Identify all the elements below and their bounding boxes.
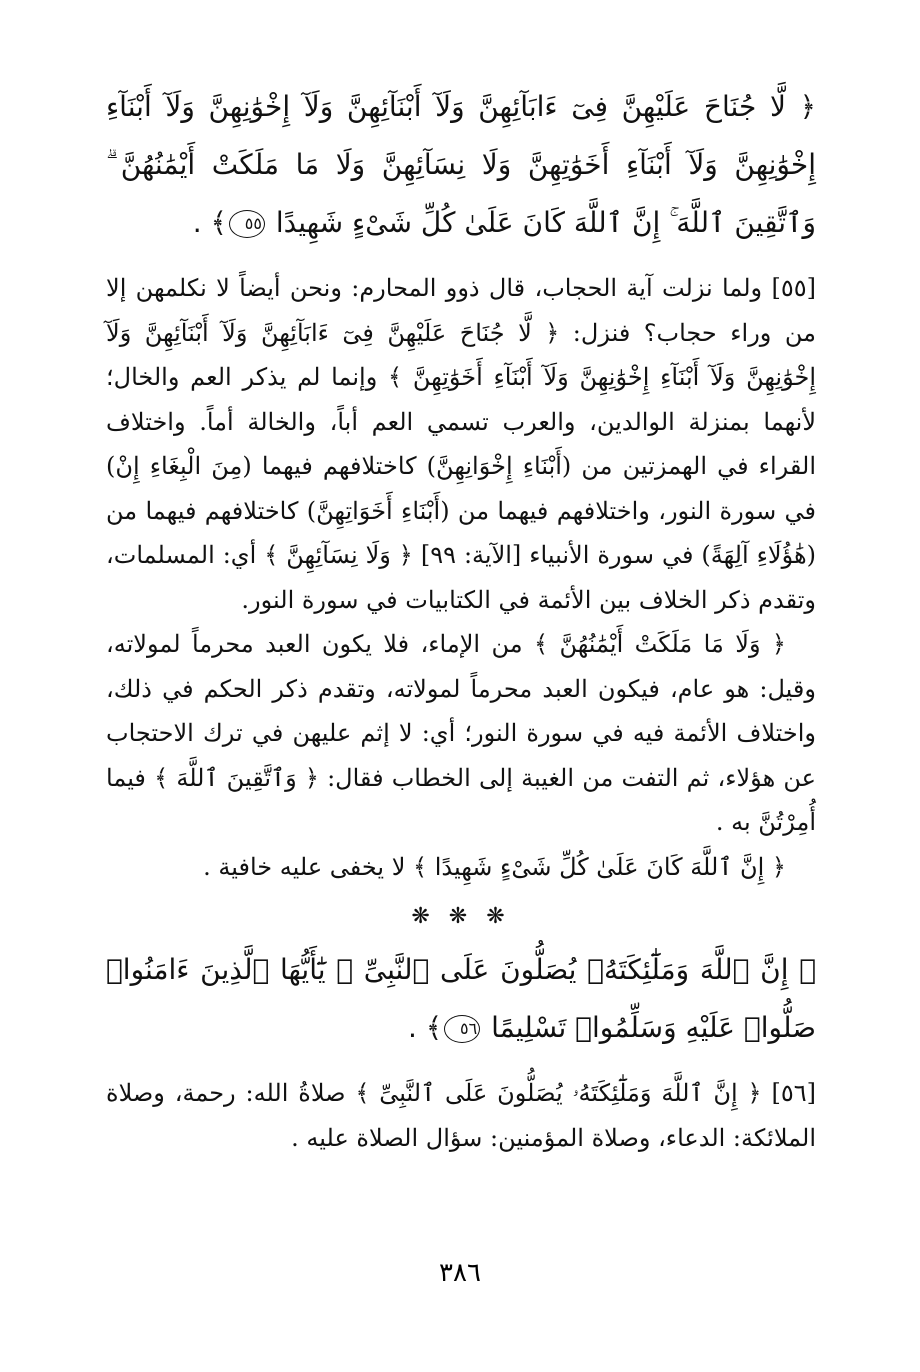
verse-text: ﴿ إِنَّ ٱللَّهَ وَمَلَٰٓئِكَتَهُۥ يُصَلُّونَ عَلَى ٱلنَّبِىِّ ۚ يَٰٓأَيُّهَا ٱلَّذِينَ ءَامَنُوا۟ صَلُّوا۟ عَلَيْهِ وَسَلِّمُوا۟ تَسْلِيمًا <box>106 953 816 1044</box>
ayah-number-badge: ٥٥ <box>229 210 265 238</box>
verse-text: ﴿ لَّا جُنَاحَ عَلَيْهِنَّ فِىٓ ءَابَآئِهِنَّ وَلَآ أَبْنَآئِهِنَّ وَلَآ إِخْوَٰنِهِنَّ وَلَآ أَبْنَآءِ إِخْوَٰنِهِنَّ وَلَآ أَبْنَآءِ أَخَوَٰتِهِنَّ وَلَا نِسَآئِهِنَّ وَلَا مَا مَلَكَتْ أَيْمَٰنُهُنَّ ۗ وَٱتَّقِينَ ٱللَّهَ ۚ إِنَّ ٱللَّهَ كَانَ عَلَىٰ كُلِّ شَىْءٍ شَهِيدًا <box>106 90 816 239</box>
verse-close-bracket: ﴾ . <box>407 1011 443 1044</box>
quran-verse-56 <box>106 941 816 1057</box>
commentary-paragraph-possession: ﴿ وَلَا مَا مَلَكَتْ أَيْمَٰنُهُنَّ ﴾ من الإماء، فلا يكون العبد محرماً لمولاته، وقيل: هو عام، فيكون العبد محرماً لمولاته، وتقدم ذكر الحكم في ذلك، واختلاف الأئمة فيه في سورة النور؛ أي: لا إثم عليهن في ترك الاحتجاب عن هؤلاء، ثم التفت من الغيبة إلى الخطاب فقال: ﴿ وَٱتَّقِينَ ٱللَّهَ ﴾ فيما أُمِرْتُنَّ به . <box>106 630 816 836</box>
verse-close-bracket: ﴾ . <box>192 206 227 239</box>
ayah-number-badge: ٥٦ <box>444 1015 480 1043</box>
page-number: ٣٨٦ <box>439 1258 481 1287</box>
commentary-paragraph-witness: ﴿ إِنَّ ٱللَّهَ كَانَ عَلَىٰ كُلِّ شَىْءٍ شَهِيدًا ﴾ لا يخفى عليه خافية . <box>203 852 786 881</box>
section-separator: ❋ ❋ ❋ <box>411 904 511 929</box>
commentary-paragraph-55: [٥٥] ولما نزلت آية الحجاب، قال ذوو المحارم: ونحن أيضاً لا نكلمهن إلا من وراء حجاب؟ فنزل: ﴿ لَّا جُنَاحَ عَلَيْهِنَّ فِىٓ ءَابَآئِهِنَّ وَلَآ أَبْنَآئِهِنَّ وَلَآ إِخْوَٰنِهِنَّ وَلَآ أَبْنَآءِ إِخْوَٰنِهِنَّ وَلَآ أَبْنَآءِ أَخَوَٰتِهِنَّ ﴾ وإنما لم يذكر العم والخال؛ لأنهما بمنزلة الوالدين، والعرب تسمي العم أباً، والخالة أماً. واختلاف القراء في الهمزتين من (أَبْنَاءِ إِخْوَانِهِنَّ) كاختلافهم فيهما (مِنَ الْبِغَاءِ إِنْ) في سورة النور، واختلافهم فيهما من (أَبْنَاءِ أَخَوَاتِهِنَّ) كاختلافهم فيهما من (هَٰؤُلَاءِ آلِهَةً) في سورة الأنبياء [الآية: ٩٩] ﴿ وَلَا نِسَآئِهِنَّ ﴾ أي: المسلمات، وتقدم ذكر الخلاف بين الأئمة في الكتابيات في سورة النور. <box>106 274 816 614</box>
quran-verse-55 <box>106 78 816 252</box>
commentary-paragraph-56: [٥٦] ﴿ إِنَّ ٱللَّهَ وَمَلَٰٓئِكَتَهُۥ يُصَلُّونَ عَلَى ٱلنَّبِىِّ ﴾ صلاةُ الله: رحمة، وصلاة الملائكة: الدعاء، وصلاة المؤمنين: سؤال الصلاة عليه . <box>106 1079 816 1152</box>
